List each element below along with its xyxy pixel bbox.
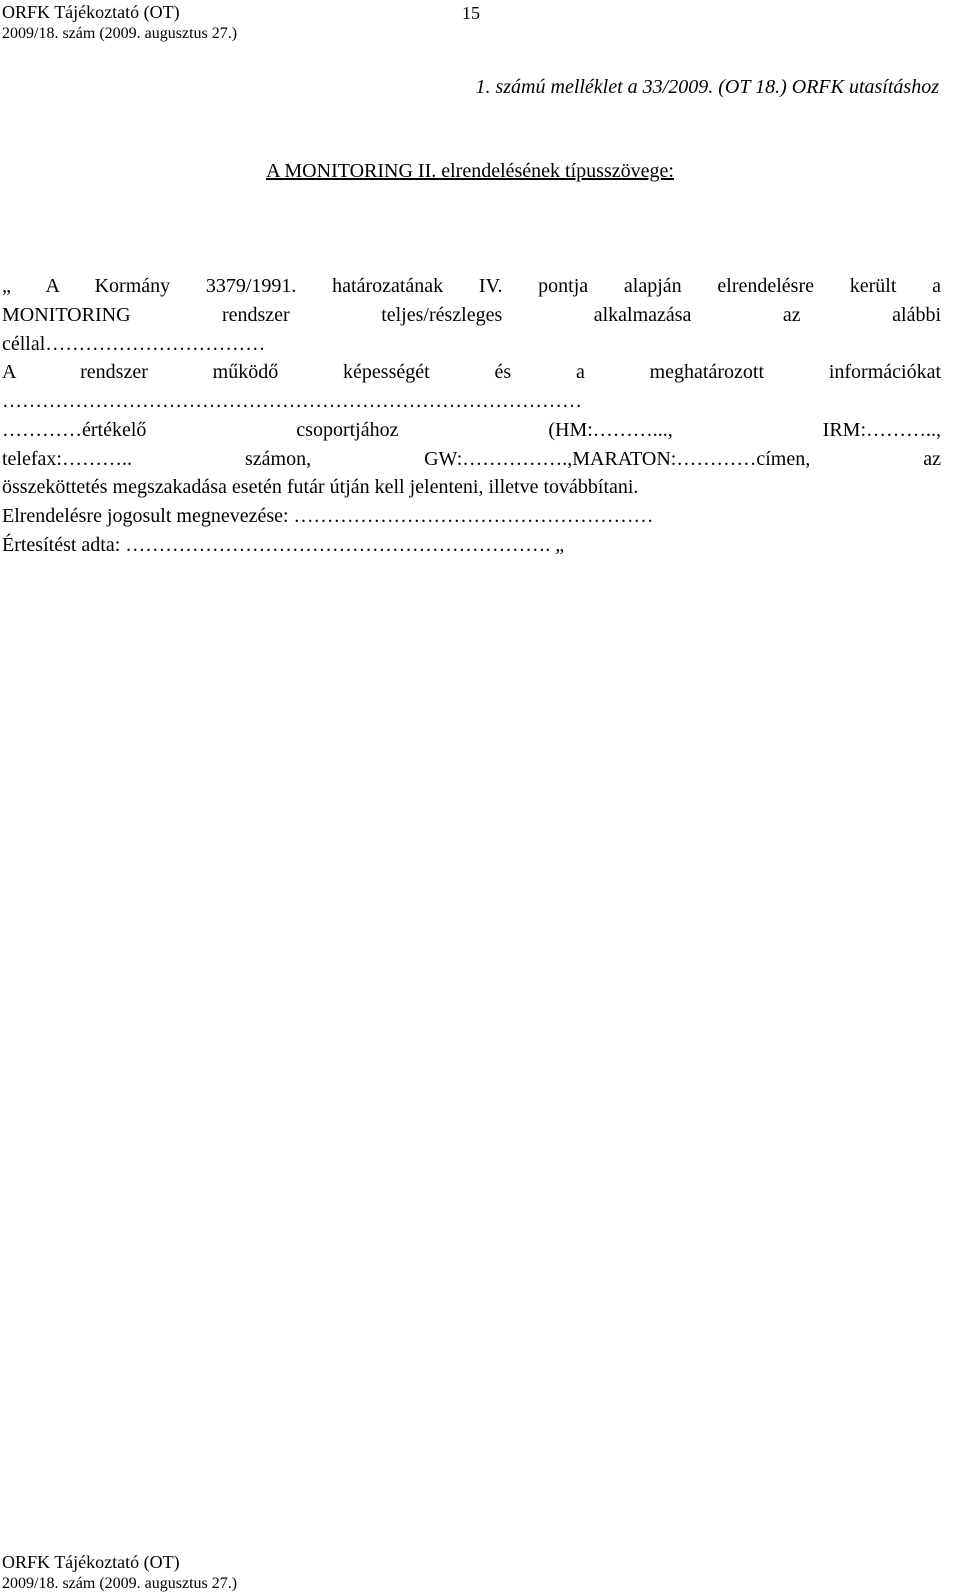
body-line-2: MONITORING rendszer teljes/részleges alkalmazása az alábbi (2, 304, 941, 326)
body-line-1: „ A Kormány 3379/1991. határozatának IV. pontja alapján elrendelésre került a (2, 275, 941, 297)
document-title: A MONITORING II. elrendelésének típusszövege: (266, 160, 674, 182)
body-line-10: Értesítést adta: ………………………………………………………. „ (2, 534, 565, 556)
body-line-5: …………………………………………………………………………… (2, 390, 582, 412)
body-line-4: A rendszer működő képességét és a meghatározott információkat (2, 361, 941, 383)
body-line-7: telefax:……….. számon, GW:…………….,MARATON:…………címen, az (2, 448, 941, 470)
header-publication-title: ORFK Tájékoztató (OT) (2, 2, 180, 22)
footer-publication-title: ORFK Tájékoztató (OT) (2, 1552, 180, 1572)
footer-issue-date: 2009/18. szám (2009. augusztus 27.) (2, 1575, 238, 1592)
header-issue-date: 2009/18. szám (2009. augusztus 27.) (2, 25, 238, 42)
body-line-9: Elrendelésre jogosult megnevezése: ……………………………………………… (2, 505, 654, 527)
attachment-note: 1. számú melléklet a 33/2009. (OT 18.) ORFK utasításhoz (475, 76, 939, 98)
body-line-3: céllal…………………………… (2, 333, 266, 355)
body-line-8: összeköttetés megszakadása esetén futár útján kell jelenteni, illetve továbbítani. (2, 476, 639, 498)
page-number: 15 (462, 3, 480, 23)
body-line-6: …………értékelő csoportjához (HM:………..., IRM:……….., (2, 419, 941, 441)
